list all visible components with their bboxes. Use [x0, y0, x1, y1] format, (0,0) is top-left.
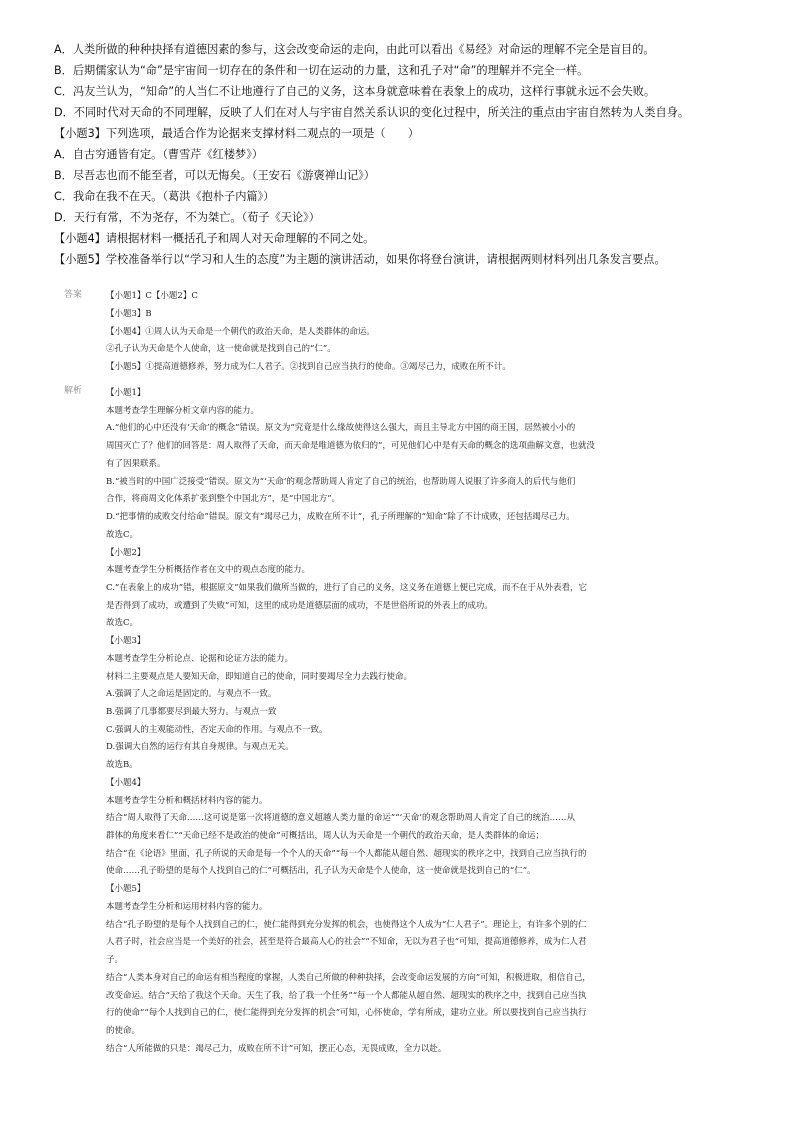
analysis-line: 合作，将商周文化体系扩张到整个中国北方”，是“中国北方”。 [106, 494, 341, 505]
analysis-line: 结合“人所能做的只是：竭尽己力，成败在所不计”可知，摆正心态，无畏成败，全力以赴。 [106, 1043, 447, 1054]
answer-line: ②孔子认为天命是个人使命，这一使命就是找到自己的“仁”。 [106, 344, 336, 354]
analysis-label: 解析 [64, 386, 83, 396]
analysis-line: 【小题4】 [106, 777, 146, 788]
q2-option-b: B．后期儒家认为“命”是宇宙间一切存在的条件和一切在运动的力量，这和孔子对“命”的理解并不完全一样。 [54, 64, 589, 77]
q3-option-b: B．尽吾志也而不能至者，可以无悔矣。（王安石《游褒禅山记》） [54, 169, 375, 182]
analysis-line: 结合“在《论语》里面，孔子所说的天命是每一个个人的天命”“每一个人都能从超自然、超现实的秩序之中，找到自己应当执行的 [106, 848, 587, 859]
q2-option-a: A．人类所做的种种抉择有道德因素的参与，这会改变命运的走向，由此可以看出《易经》对命运的理解不完全是盲目的。 [54, 43, 655, 56]
analysis-line: 【小题1】 [106, 388, 146, 398]
q4-stem: 【小题4】请根据材料一概括孔子和周人对天命理解的不同之处。 [54, 232, 375, 245]
answer-line: 【小题1】C【小题2】C [106, 291, 198, 301]
q3-option-a: A．自古穷通皆有定。（曹雪芹《红楼梦》） [54, 148, 264, 161]
q2-option-c: C．冯友兰认为，“知命”的人当仁不让地遵行了自己的义务，这本身就意味着在表象上的成功，这样行事就永远不会失败。 [54, 85, 656, 98]
analysis-line: 故选B。 [106, 760, 138, 771]
analysis-line: 【小题3】 [106, 636, 146, 647]
q3-option-c: C．我命在我不在天。（葛洪《抱朴子内篇》） [54, 190, 275, 203]
analysis-line: 本题考查学生分析和概括材料内容的能力。 [106, 795, 268, 806]
analysis-line: 的使命。 [106, 1025, 141, 1036]
analysis-line: 有了因果联系。 [106, 458, 166, 469]
answer-line: 【小题5】①提高道德修养，努力成为仁人君子。②找到自己应当执行的使命。③竭尽己力，成败在所不计。 [106, 362, 511, 372]
q5-stem: 【小题5】学校准备举行以“学习和人生的态度”为主题的演讲活动，如果你将登台演讲，请根据两则材料列出几条发言要点。 [54, 253, 666, 266]
q3-option-d: D．天行有常，不为尧存，不为桀亡。（荀子《天论》） [54, 211, 320, 224]
analysis-line: 本题考查学生分析和运用材料内容的能力。 [106, 901, 268, 912]
analysis-line: 【小题2】 [106, 547, 146, 558]
analysis-line: D.“把事情的成败交付给命”错误。原文有“竭尽己力，成败在所不计”，孔子所理解的“知命”除了不计成败，还包括竭尽己力。 [106, 512, 575, 522]
analysis-line: 【小题5】 [106, 884, 146, 895]
answer-label: 答案 [64, 290, 83, 300]
analysis-line: 本题考查学生理解分析文章内容的能力。 [106, 405, 260, 416]
analysis-line: B.“被当时的中国广泛接受”错误。原文为“‘天命’的观念帮助周人肯定了自己的统治，也帮助周人说服了许多商人的后代与他们 [106, 476, 576, 487]
analysis-line: A.“他们的心中还没有‘天命’的概念”错误。原文为“究竟是什么缘故使得这么强大，而且主导北方中国的商王国，居然被小小的 [106, 423, 576, 434]
answer-line: 【小题4】①周人认为天命是一个朝代的政治天命，是人类群体的命运。 [106, 327, 375, 337]
answer-line: 【小题3】B [106, 309, 152, 319]
analysis-line: C.“在表象上的成功”错，根据原文“如果我们做所当做的，进行了自己的义务，这义务在道德上便已完成，而不在于从外表看，它 [106, 582, 587, 593]
analysis-line: 子。 [106, 955, 124, 965]
analysis-line: 周国灭亡了？他们的回答是：周人取得了天命，而天命是唯道德为依归的”，可见他们心中是有天命的概念的选项曲解文意，也就没 [106, 441, 595, 452]
analysis-line: 使命……孔子盼望的是每个人找到自己的仁”可概括出，孔子认为天命是个人使命，这一使命就是找到自己的“仁”。 [106, 866, 536, 877]
analysis-line: 结合“周人取得了天命……这可说是第一次将道德的意义超越人类力量的命运”“‘天命’的观念帮助周人肯定了自己的统治……从 [106, 813, 575, 824]
analysis-line: A.强调了人之命运是固定的。与观点不一致。 [106, 689, 277, 700]
analysis-line: 行的使命”“每个人找到自己的仁，使仁能得到充分发挥的机会”可知，心怀使命，学有所成，建功立业。所以要找到自己应当执行 [106, 1008, 587, 1019]
analysis-line: 故选C。 [106, 529, 139, 540]
analysis-line: 群体的角度来看仁”“天命已经不是政治的使命”可概括出，周人认为天命是一个朝代的政治天命，是人类群体的命运； [106, 831, 545, 841]
q3-stem: 【小题3】下列选项，最适合作为论据来支撑材料二观点的一项是（ ） [54, 127, 420, 140]
analysis-line: 改变命运。结合“天给了我这个天命。天生了我，给了我一个任务”“每一个人都能从超自然、超现实的秩序之中，找到自己应当执 [106, 990, 587, 1001]
analysis-line: 故选C。 [106, 618, 139, 629]
analysis-line: 结合“孔子盼望的是每个人找到自己的仁，使仁能得到充分发挥的机会，也使得这个人成为“仁人君子”。理论上，有许多个别的仁 [106, 919, 587, 930]
analysis-line: 结合“人类本身对自己的命运有相当程度的掌握，人类自己所做的种种抉择，会改变命运发展的方向”可知，积极进取，相信自己， [106, 972, 591, 983]
analysis-line: 本题考查学生分析概括作者在文中的观点态度的能力。 [106, 565, 311, 576]
analysis-line: 材料二主要观点是人要知天命，即知道自己的使命，同时要竭尽全力去践行使命。 [106, 671, 413, 682]
analysis-line: 本题考查学生分析论点、论据和论证方法的能力。 [106, 653, 294, 664]
analysis-line: 人君子时，社会应当是一个美好的社会，甚至是符合最高人心的社会”“不知命，无以为君子也”可知，提高道德修养，成为仁人君 [106, 937, 587, 948]
q2-option-d: D．不同时代对天命的不同理解，反映了人们在对人与宇宙自然关系认识的变化过程中，所关注的重点由宇宙自然转为人类自身。 [54, 106, 690, 119]
analysis-line: 是否得到了成功，或遭到了失败”可知，这里的成功是道德层面的成功，不是世俗所说的外表上的成功。 [106, 600, 493, 611]
analysis-line: C.强调人的主观能动性，否定天命的作用。与观点不一致。 [106, 724, 328, 735]
analysis-line: B.强调了几事都要尽到最大努力。与观点一致 [106, 707, 277, 717]
analysis-line: D.强调大自然的运行有其自身规律。与观点无关。 [106, 742, 294, 753]
